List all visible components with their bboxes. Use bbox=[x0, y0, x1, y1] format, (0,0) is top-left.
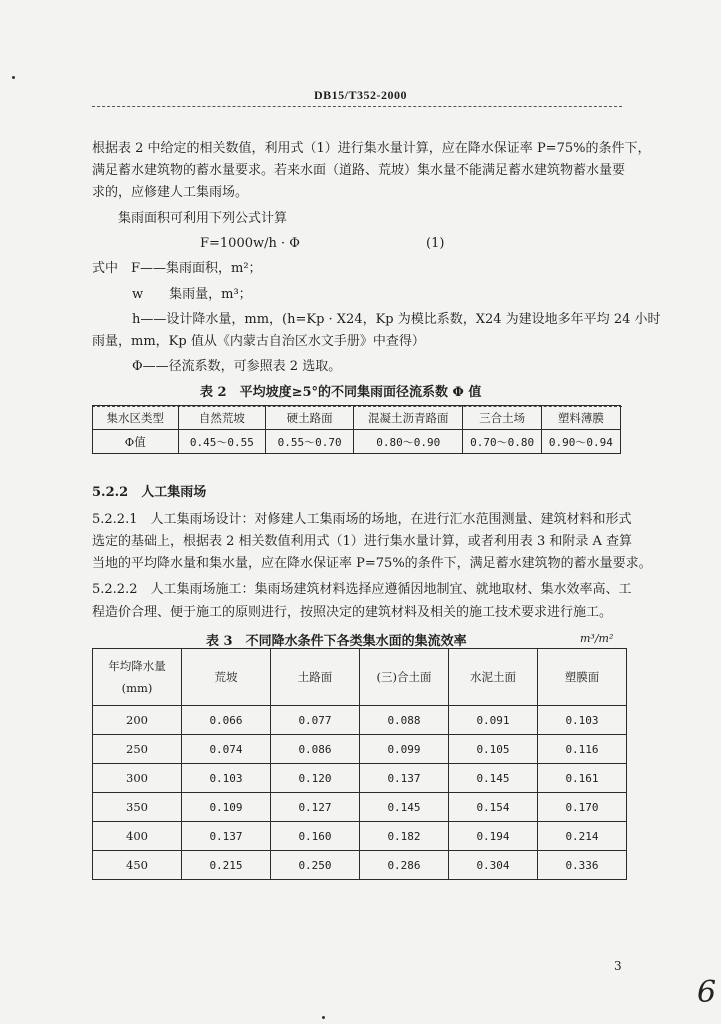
definition-line: 式中 F——集雨面积，m²； bbox=[92, 261, 262, 276]
table2-row bbox=[93, 430, 621, 454]
paragraph-line: 求的，应修建人工集雨场。 bbox=[92, 185, 249, 200]
page-number: 3 bbox=[614, 959, 622, 973]
paragraph-line: 选定的基础上，根据表 2 相关数值利用式（1）进行集水量计算，或者利用表 3 和附录 A 查算 bbox=[92, 534, 632, 549]
table3-cell: 0.182 bbox=[360, 822, 449, 851]
table3-cell: 0.103 bbox=[538, 706, 627, 735]
table3-cell: 0.304 bbox=[449, 851, 538, 880]
table3-cell: 0.120 bbox=[271, 764, 360, 793]
table3-header-cell: 土路面 bbox=[271, 649, 360, 706]
paragraph-line: 程造价合理、便于施工的原则进行，按照决定的建筑材料及相关的施工技术要求进行施工。 bbox=[92, 605, 613, 620]
table3-cell: 0.109 bbox=[182, 793, 271, 822]
table2-cell: 0.45～0.55 bbox=[178, 430, 266, 454]
paragraph-line: 集雨面积可利用下列公式计算 bbox=[118, 211, 288, 226]
table3-cell: 400 bbox=[93, 822, 182, 851]
standard-code: DB15/T352-2000 bbox=[313, 88, 407, 102]
table3-cell: 0.077 bbox=[271, 706, 360, 735]
table3-header-cell: (三)合土面 bbox=[360, 649, 449, 706]
scan-speck bbox=[12, 76, 15, 79]
table3-row bbox=[93, 793, 627, 822]
table2-cell: 0.90～0.94 bbox=[541, 430, 620, 454]
table2 bbox=[92, 405, 621, 454]
table2-cell: Φ值 bbox=[93, 430, 179, 454]
table3-row bbox=[93, 851, 627, 880]
table3-cell: 0.074 bbox=[182, 735, 271, 764]
table3-header-line: 年均降水量 bbox=[108, 659, 166, 673]
table3-cell: 0.137 bbox=[360, 764, 449, 793]
table3-cell: 0.127 bbox=[271, 793, 360, 822]
table3-cell: 0.099 bbox=[360, 735, 449, 764]
table3-row bbox=[93, 764, 627, 793]
paragraph-line: 5.2.2.1 人工集雨场设计：对修建人工集雨场的场地，在进行汇水范围测量、建筑材料和形式 bbox=[92, 512, 632, 527]
table2-header-cell: 塑料薄膜 bbox=[541, 406, 620, 430]
table3-cell: 0.145 bbox=[360, 793, 449, 822]
paragraph-line: 5.2.2.2 人工集雨场施工：集雨场建筑材料选择应遵循因地制宜、就地取材、集水效率高、工 bbox=[92, 582, 632, 597]
table3-cell: 0.088 bbox=[360, 706, 449, 735]
table3-cell: 0.160 bbox=[271, 822, 360, 851]
paragraph-line: 满足蓄水建筑物的蓄水量要求。若来水面（道路、荒坡）集水量不能满足蓄水建筑物蓄水量要 bbox=[92, 163, 626, 178]
table3-header-cell: 塑膜面 bbox=[538, 649, 627, 706]
table3-header-cell: 荒坡 bbox=[182, 649, 271, 706]
table3-cell: 0.116 bbox=[538, 735, 627, 764]
table3-cell: 0.286 bbox=[360, 851, 449, 880]
table3 bbox=[92, 648, 627, 880]
table2-header-cell: 硬土路面 bbox=[266, 406, 354, 430]
table3-cell: 0.103 bbox=[182, 764, 271, 793]
definition-line: w 集雨量，m³； bbox=[132, 287, 252, 302]
table2-cell: 0.70～0.80 bbox=[463, 430, 541, 454]
table3-cell: 0.214 bbox=[538, 822, 627, 851]
table3-cell: 0.336 bbox=[538, 851, 627, 880]
table2-caption: 表 2 平均坡度≥5°的不同集雨面径流系数 Φ 值 bbox=[200, 385, 482, 400]
scan-speck bbox=[322, 1016, 325, 1019]
definition-line: 雨量，mm，Kp 值从《内蒙古自治区水文手册》中查得） bbox=[92, 334, 425, 349]
table3-cell: 450 bbox=[93, 851, 182, 880]
table2-cell: 0.80～0.90 bbox=[354, 430, 463, 454]
section-heading: 5.2.2 人工集雨场 bbox=[92, 485, 207, 500]
table3-cell: 0.194 bbox=[449, 822, 538, 851]
table3-header-row bbox=[93, 649, 627, 706]
table3-cell: 0.154 bbox=[449, 793, 538, 822]
paragraph-line: 当地的平均降水量和集水量，应在降水保证率 P=75%的条件下，满足蓄水建筑物的蓄水量要求。 bbox=[92, 556, 652, 571]
table3-cell: 0.091 bbox=[449, 706, 538, 735]
table2-header-cell: 集水区类型 bbox=[93, 406, 179, 430]
table3-row bbox=[93, 822, 627, 851]
definition-line: Φ——径流系数，可参照表 2 选取。 bbox=[132, 359, 342, 374]
table3-cell: 250 bbox=[93, 735, 182, 764]
table3-cell: 0.066 bbox=[182, 706, 271, 735]
table3-row bbox=[93, 706, 627, 735]
table2-header-cell: 三合土场 bbox=[463, 406, 541, 430]
table3-cell: 0.145 bbox=[449, 764, 538, 793]
table3-header-line: (mm) bbox=[121, 681, 153, 695]
table3-header-cell: 水泥土面 bbox=[449, 649, 538, 706]
table3-header-cell bbox=[93, 649, 182, 706]
formula: F=1000w/h · Φ bbox=[200, 236, 300, 251]
header-rule bbox=[92, 106, 622, 107]
table3-cell: 300 bbox=[93, 764, 182, 793]
table3-cell: 200 bbox=[93, 706, 182, 735]
table2-cell: 0.55～0.70 bbox=[266, 430, 354, 454]
table3-unit: m³/m² bbox=[580, 632, 614, 645]
table3-cell: 0.137 bbox=[182, 822, 271, 851]
table3-cell: 0.250 bbox=[271, 851, 360, 880]
table3-cell: 0.161 bbox=[538, 764, 627, 793]
handwritten-mark: 6 bbox=[697, 975, 717, 1010]
table2-header-row bbox=[93, 406, 621, 430]
definition-line: h——设计降水量，mm，(h=Kp · X24，Kp 为模比系数，X24 为建设地多年平均 24 小时 bbox=[132, 312, 661, 327]
formula-number: (1) bbox=[426, 236, 445, 251]
table3-cell: 350 bbox=[93, 793, 182, 822]
table3-cell: 0.105 bbox=[449, 735, 538, 764]
table2-header-cell: 自然荒坡 bbox=[178, 406, 266, 430]
paragraph-line: 根据表 2 中给定的相关数值，利用式（1）进行集水量计算，应在降水保证率 P=75%的条件下， bbox=[92, 141, 651, 156]
table3-caption: 表 3 不同降水条件下各类集水面的集流效率 bbox=[206, 634, 467, 649]
table3-cell: 0.215 bbox=[182, 851, 271, 880]
table2-header-cell: 混凝土沥青路面 bbox=[354, 406, 463, 430]
table3-cell: 0.086 bbox=[271, 735, 360, 764]
table3-cell: 0.170 bbox=[538, 793, 627, 822]
table3-row bbox=[93, 735, 627, 764]
